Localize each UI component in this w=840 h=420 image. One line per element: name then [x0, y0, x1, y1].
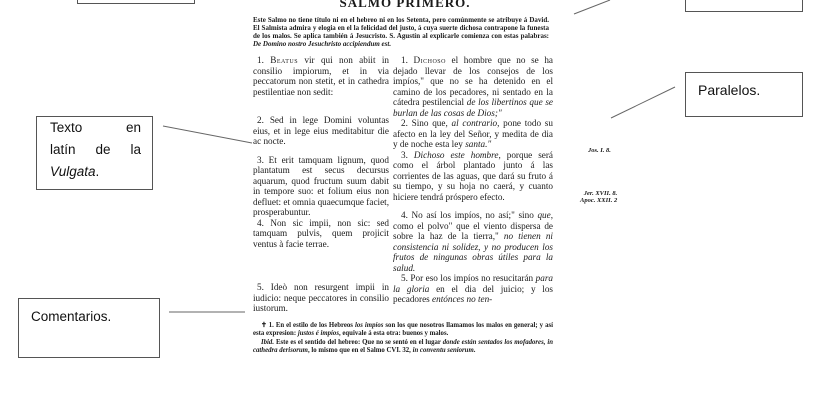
latin-column [253, 55, 389, 314]
latin-verse-5 [253, 282, 389, 314]
verse-text: en el dia del juicio; y los pecadores [393, 283, 553, 304]
verse-lead: Dichoso [413, 55, 446, 65]
annotation-comentarios [18, 298, 160, 358]
verse-number: 4. [401, 210, 408, 220]
annotation-comentarios-label: Comentarios. [31, 309, 112, 324]
word: latín [50, 142, 76, 157]
annotation-paralelos-label: Paralelos. [698, 82, 761, 98]
verse-text: , como el polvo" que el viento dispersa de sobre la haz de la tierra," [393, 210, 553, 241]
two-column-text [253, 55, 553, 314]
annotation-latin-line-2 [50, 139, 141, 161]
verse-number: 1. [257, 55, 264, 65]
footnote-italic: in conventu seniorum [412, 347, 474, 355]
annotation-box-top-left [77, 0, 195, 4]
spanish-verse-4 [393, 210, 553, 273]
period: . [95, 164, 100, 179]
footnote-text: En el estilo de los Hebreos [273, 321, 355, 329]
reference-line: Jer. XVII. 8. [583, 190, 618, 197]
verse-text: Ideò non resurgent impii in iudicio: neque peccatores in consilio iustorum. [253, 282, 389, 313]
connector-paralelos [611, 87, 675, 118]
spanish-verse-3 [393, 150, 553, 203]
verse-number: 4. [257, 217, 264, 228]
footnote-text: , equivale á esta otra: buenos y malos. [338, 329, 449, 337]
psalm-title: SALMO PRIMERO. [339, 0, 471, 10]
intro-text: Este Salmo no tiene título ni en el hebreo ni en los Setenta, pero comúnmente se atribuye á David. El Salmista admira y elogia en el la felicidad del justo, á cuya suerte dichosa contrapone la funesta de los malos. Se aplica también á Jesucristo. S. Agustín al explicarle comienza con estas palabras: [253, 16, 549, 40]
verse-text: No así los impíos, no así;" sino [407, 210, 538, 220]
verse-italic: que [537, 210, 551, 220]
verse-number: 2. [401, 118, 408, 128]
verse-number: 5. [257, 282, 264, 292]
verse-text: vir qui non abiit in consilio impiorum, et in via peccatorum non stetit, et in cathedra pestilentiae non sedit: [253, 55, 390, 97]
word: en [125, 120, 141, 135]
verse-italic: de los libertinos que se burlan de las cosas de Dios;" [393, 97, 553, 118]
verse-number: 5. [401, 273, 408, 283]
verse-text: , pone todo su afecto en la ley del Señor, y medita de dia y de noche esta ley [393, 118, 553, 149]
footnote-1 [253, 322, 553, 338]
verse-text: Non sic impii, non sic: sed tamquam pulvis, quem projicit ventus à facie terrae. [253, 217, 389, 249]
verse-number: 3. [257, 154, 264, 165]
annotation-latin-line-1 [50, 117, 141, 139]
word: de [95, 142, 111, 157]
intro-quote: De Domino nostro Jesuchristo accipiendum est. [253, 40, 392, 48]
verse-number: 3. [401, 149, 408, 160]
footnote-italic: los impíos [354, 321, 384, 329]
footnotes [253, 322, 553, 356]
annotation-latin-line-3 [50, 161, 152, 183]
verse-italic: entónces no ten- [432, 294, 493, 304]
footnote-mark: ✝ 1. [261, 321, 274, 329]
verse-text: el hombre que no se ha dejado llevar de los consejos de los impíos," que no se ha detenido en el camino de los pecadores, ni sentado en la cátedra pestilencial [393, 55, 553, 107]
latin-verse-4 [253, 218, 389, 250]
verse-text: Por eso los impíos no resucitarán [407, 273, 536, 283]
footnote-italic: donde están sentados los mofadores, in cathedra derisorum [253, 338, 554, 355]
verse-text: Sed in lege Domini voluntas eius, et in lege eius meditabitur die ac nocte. [253, 115, 389, 146]
connector-top-right [574, 0, 610, 14]
verse-italic: al contrario [451, 118, 498, 128]
verse-italic: santa." [465, 139, 492, 149]
verse-text: , porque será como el árbol plantado junto á las corrientes de las aguas, que dará su fruto á su tiempo, y su hoja no caerá, y cuanto hiciere tendrá próspero efecto. [393, 149, 553, 202]
annotation-box-top-right [685, 0, 803, 12]
latin-verse-2 [253, 115, 389, 147]
footnote-text: son los que nosotros llamamos los malos en general; y así esta expresion: [253, 321, 554, 337]
latin-verse-3 [253, 155, 389, 218]
margin-reference-1 [588, 147, 611, 154]
footnote-mark: Ibid. [261, 338, 275, 346]
annotation-paralelos [685, 72, 803, 117]
annotation-latin-text [36, 116, 153, 190]
scanned-page [253, 0, 553, 356]
spanish-verse-1 [393, 55, 553, 118]
footnote-text: , lo mismo que en el Salmo CVI. 32, [307, 347, 413, 355]
connector-latin [163, 126, 252, 143]
verse-italic: para la gloria [393, 273, 553, 294]
footnote-italic: justos é impíos [297, 329, 339, 337]
verse-text: Sino que, [407, 118, 452, 128]
vulgata-word: Vulgata [50, 164, 96, 179]
footnote-text: Este es el sentido del hebreo: Que no se sentó en el lugar [274, 338, 443, 346]
verse-lead: Beatus [270, 55, 299, 65]
word: Texto [50, 120, 83, 135]
verse-text: Et erit tamquam lignum, quod plantatum est secus decursus aquarum, quod fructum suum dabit in tempore suo: et folium eius non defluet: et omnia quaecumque faciet, prosperabuntur. [253, 154, 389, 217]
spanish-column [393, 55, 553, 314]
latin-verse-1 [253, 55, 389, 97]
verse-number: 1. [401, 55, 408, 65]
spanish-verse-5 [393, 273, 553, 305]
footnote-text: . [473, 347, 476, 355]
footnote-2 [253, 339, 553, 355]
margin-reference-2 [580, 190, 617, 204]
verse-italic: Dichoso este hombre [413, 149, 499, 160]
verse-italic: no tienen ni consistencia ni solidez, y no producen los frutos de ningunas obras útiles para la salud. [393, 231, 553, 273]
intro-paragraph [253, 16, 549, 48]
reference-line: Apoc. XXII. 2 [580, 197, 618, 204]
word: la [130, 142, 141, 157]
verse-number: 2. [257, 115, 264, 125]
spanish-verse-2 [393, 118, 553, 150]
reference-line: Jos. I. 8. [588, 147, 611, 154]
